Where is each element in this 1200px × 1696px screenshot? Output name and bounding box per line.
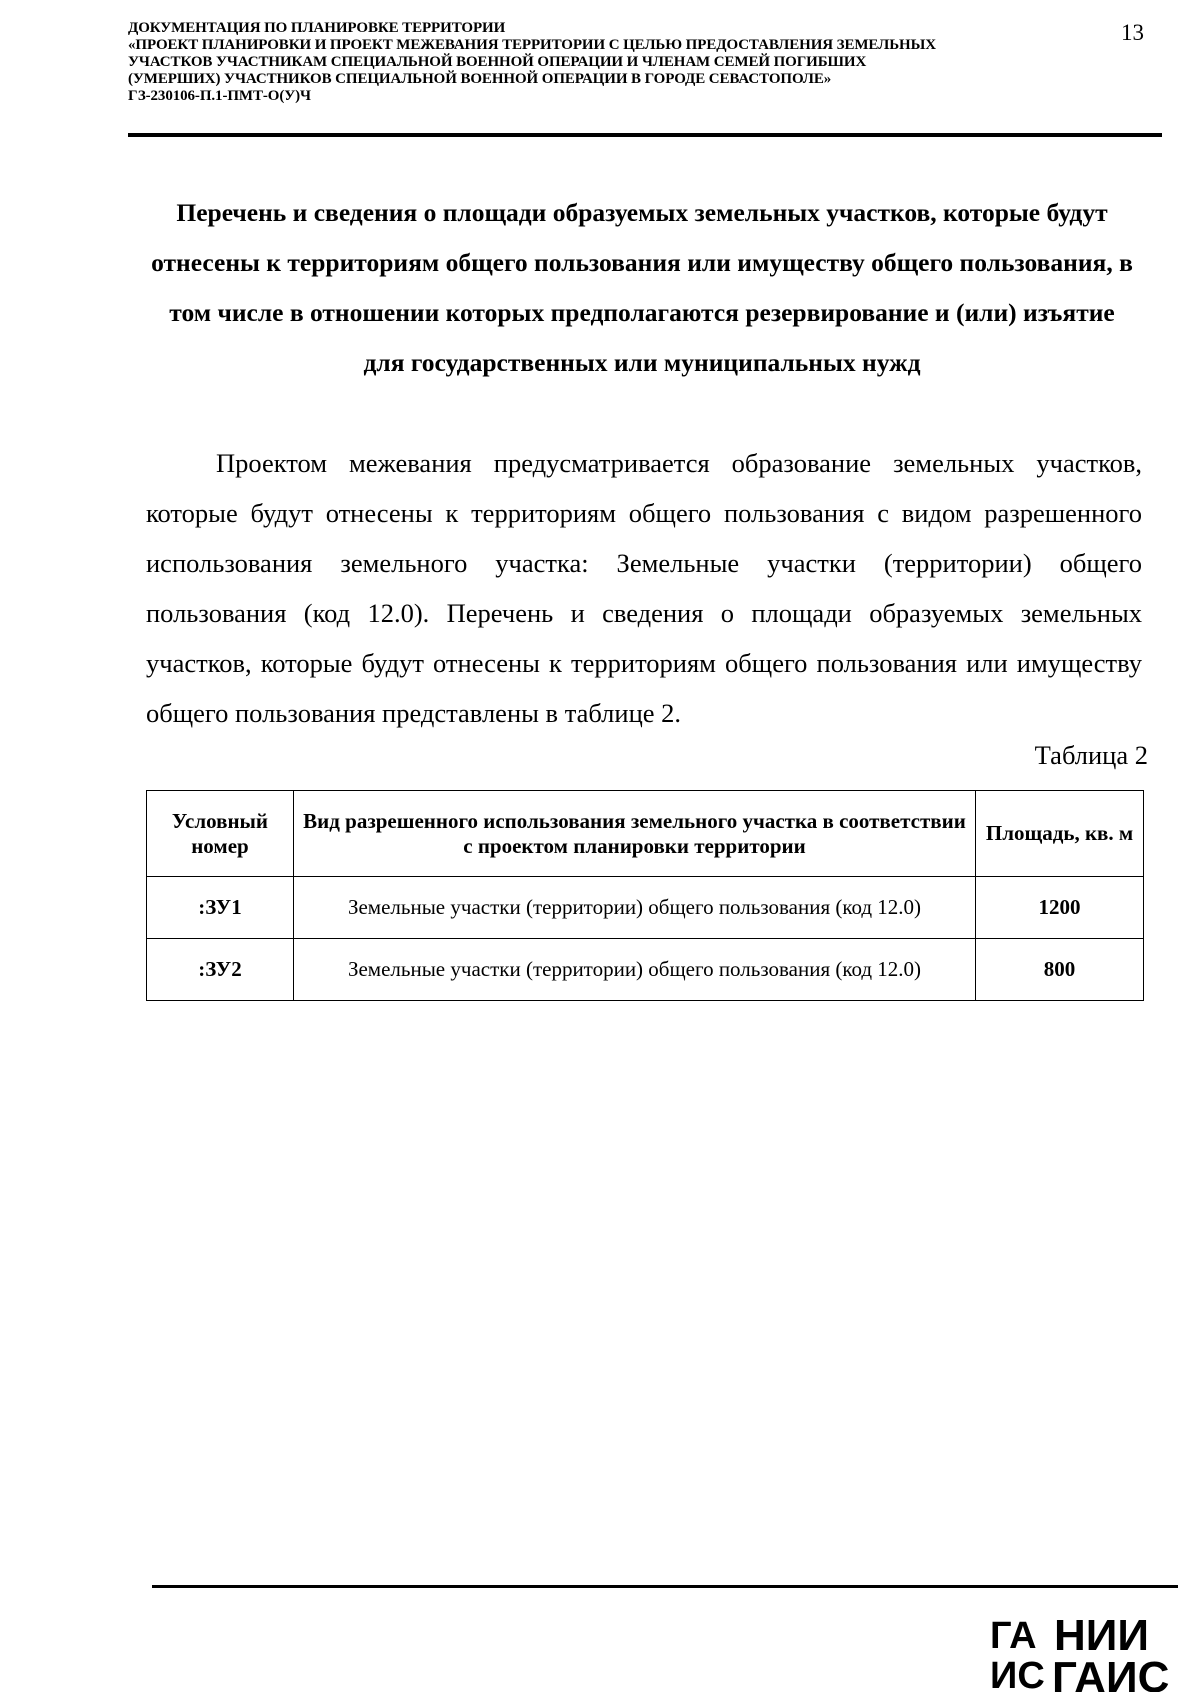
logo-mark-bottom: ИС — [990, 1655, 1045, 1692]
table-row — [147, 877, 1144, 939]
logo-word-bottom: ГАИС — [1052, 1653, 1170, 1692]
cell-permitted-use: Земельные участки (территории) общего пользования (код 12.0) — [293, 939, 975, 1001]
header-line: (УМЕРШИХ) УЧАСТНИКОВ СПЕЦИАЛЬНОЙ ВОЕННОЙ ОПЕРАЦИИ В ГОРОДЕ СЕВАСТОПОЛЕ» — [128, 71, 832, 87]
cell-area: 1200 — [976, 877, 1144, 939]
cell-parcel-number: ​:ЗУ1 — [147, 877, 294, 939]
header-line: УЧАСТКОВ УЧАСТНИКАМ СПЕЦИАЛЬНОЙ ВОЕННОЙ ОПЕРАЦИИ И ЧЛЕНАМ СЕМЕЙ ПОГИБШИХ — [128, 54, 867, 70]
header-divider — [128, 133, 1162, 137]
header-line: ДОКУМЕНТАЦИЯ ПО ПЛАНИРОВКЕ ТЕРРИТОРИИ — [128, 20, 506, 36]
header-cell-number: Условный номер — [147, 791, 294, 877]
page-number: 13 — [1121, 20, 1144, 45]
document-code: ГЗ-230106-П.1-ПМТ-О(У)Ч — [128, 88, 311, 104]
footer-divider — [152, 1585, 1178, 1588]
logo-word-top: НИИ — [1054, 1612, 1150, 1660]
section-title: Перечень и сведения о площади образуемых земельных участков, которые будут отнесены к территориям общего пользования или имуществу общего пользования, в том числе в отношении которых предполагаются резервирование и (или) изъятие для государственных или муниципальных нужд — [151, 198, 1133, 377]
document-header — [128, 20, 1088, 105]
body-paragraph: Проектом межевания предусматривается образование земельных участков, которые будут отнесены к территориям общего пользования с видом разрешенного использования земельного участка: Земельные участки (территории) общего пользования (код 12.0). Перечень и сведения о площади образуемых земельных участков, которые будут отнесены к территориям общего пользования или имуществу общего пользования представлены в таблице 2. — [146, 448, 1142, 728]
niigais-logo — [990, 1612, 1170, 1692]
logo-mark-top: ГА — [990, 1615, 1037, 1657]
cell-permitted-use: Земельные участки (территории) общего пользования (код 12.0) — [293, 877, 975, 939]
table-row — [147, 939, 1144, 1001]
header-line: «ПРОЕКТ ПЛАНИРОВКИ И ПРОЕКТ МЕЖЕВАНИЯ ТЕРРИТОРИИ С ЦЕЛЬЮ ПРЕДОСТАВЛЕНИЯ ЗЕМЕЛЬНЫХ — [128, 37, 936, 53]
cell-area: 800 — [976, 939, 1144, 1001]
cell-parcel-number: ​:ЗУ2 — [147, 939, 294, 1001]
parcels-table — [146, 790, 1144, 1001]
table-caption: Таблица 2 — [1034, 740, 1148, 770]
header-cell-area: Площадь, кв. м — [976, 791, 1144, 877]
table-header-row — [147, 791, 1144, 877]
header-cell-use: Вид разрешенного использования земельного участка в соответствии с проектом планировки территории — [293, 791, 975, 877]
